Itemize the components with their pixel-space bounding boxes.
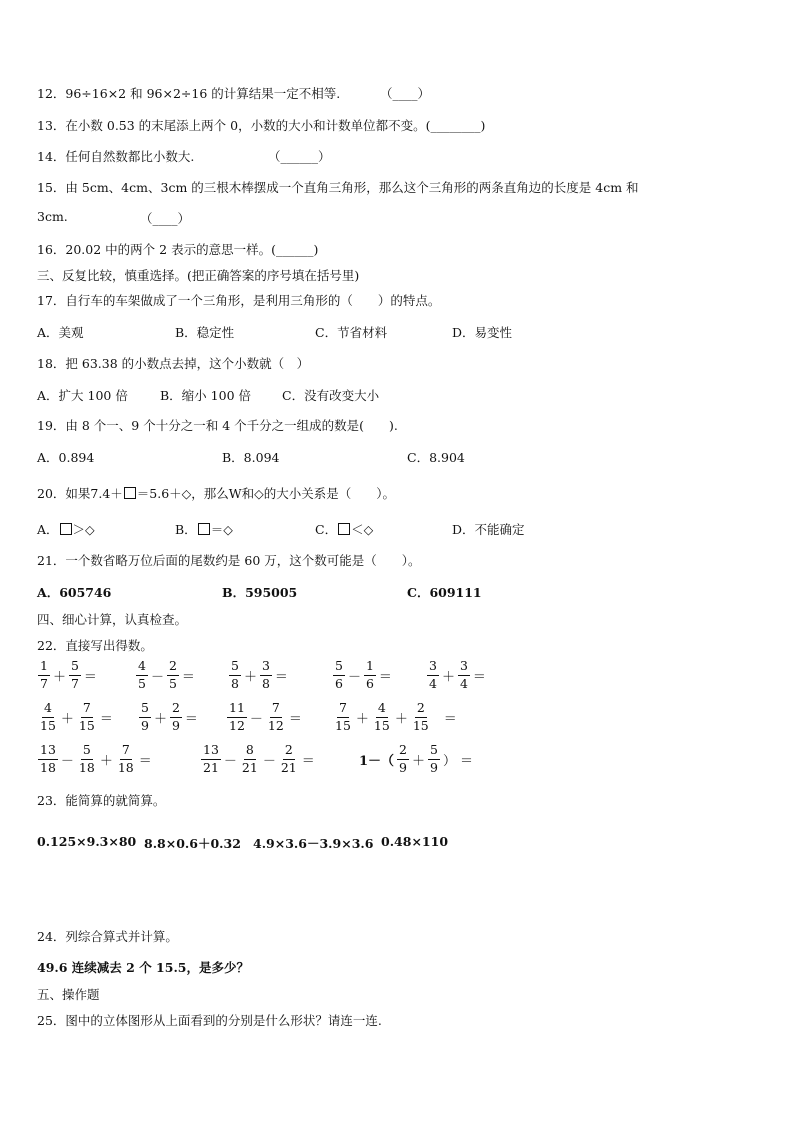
q16-text: 16．20.02 中的两个 2 表示的意思一样。(______)	[37, 242, 319, 257]
q25-text: 25．图中的立体图形从上面看到的分别是什么形状？请连一连.	[37, 1013, 382, 1028]
calc-item: 13 21 － 8 21 － 2 21 ＝	[203, 742, 315, 775]
calc-item: 5 8 ＋ 3 8 ＝	[231, 658, 288, 691]
q14-answer-blank[interactable]: （______）	[268, 149, 331, 164]
q23-item: 0.48×110	[381, 834, 449, 849]
square-symbol-icon	[60, 523, 72, 535]
q21-option-b[interactable]: B．595005	[222, 585, 298, 600]
q19-text: 19．由 8 个一、9 个十分之一和 4 个千分之一组成的数是( ).	[37, 418, 398, 433]
section-3-heading: 三、反复比较，慎重选择。(把正确答案的序号填在括号里)	[37, 268, 360, 283]
q18-option-a[interactable]: A．扩大 100 倍	[37, 388, 128, 403]
q20-text: 20．如果7.4＋ ＝5.6＋◇，那么W和◇的大小关系是（ ）。	[37, 486, 396, 501]
square-symbol-icon	[338, 523, 350, 535]
q20-option-d[interactable]: D．不能确定	[452, 522, 525, 537]
calc-item: 1－（ 2 9 ＋ 5 9 ） ＝	[359, 742, 473, 775]
q18-option-b[interactable]: B．缩小 100 倍	[160, 388, 251, 403]
calc-item: 4 5 － 2 5 ＝	[138, 658, 195, 691]
q17-option-a[interactable]: A．美观	[37, 325, 84, 340]
q17-option-c[interactable]: C．节省材料	[315, 325, 388, 340]
calc-item: 1 7 ＋ 5 7 ＝	[40, 658, 97, 691]
q22-text: 22．直接写出得数。	[37, 638, 153, 653]
q17-text: 17．自行车的车架做成了一个三角形，是利用三角形的（ ）的特点。	[37, 293, 441, 308]
q15-text-line1: 15．由 5cm、4cm、3cm 的三根木棒摆成一个直角三角形，那么这个三角形的两条直角边的长度是 4cm 和	[37, 180, 639, 195]
q12-answer-blank[interactable]: （____）	[380, 86, 431, 101]
q23-item: 4.9×3.6－3.9×3.6	[253, 836, 374, 851]
q13-text: 13．在小数 0.53 的末尾添上两个 0，小数的大小和计数单位都不变。(________)	[37, 118, 486, 133]
q17-option-b[interactable]: B．稳定性	[175, 325, 235, 340]
calc-item: 3 4 ＋ 3 4 ＝	[429, 658, 486, 691]
q23-item: 8.8×0.6＋0.32	[144, 836, 241, 851]
q20-option-c[interactable]: C． ＜◇	[315, 522, 374, 537]
q23-text: 23．能简算的就简算。	[37, 793, 166, 808]
q21-option-a[interactable]: A．605746	[37, 585, 112, 600]
q19-option-a[interactable]: A．0.894	[37, 450, 95, 465]
q20-option-a[interactable]: A． ＞◇	[37, 522, 95, 537]
q12-text: 12．96÷16×2 和 96×2÷16 的计算结果一定不相等.	[37, 86, 341, 101]
q18-text: 18．把 63.38 的小数点去掉，这个小数就（ ）	[37, 356, 310, 371]
calc-item: 11 12 － 7 12 ＝	[229, 700, 302, 733]
q21-text: 21．一个数省略万位后面的尾数约是 60 万，这个数可能是（ ）。	[37, 553, 421, 568]
q19-option-c[interactable]: C．8.904	[407, 450, 465, 465]
calc-item: 13 18 － 5 18 ＋ 7 18 ＝	[40, 742, 152, 775]
q24-text: 24．列综合算式并计算。	[37, 929, 178, 944]
calc-item: 5 6 － 1 6 ＝	[335, 658, 392, 691]
calc-item: 7 15 ＋ 4 15 ＋ 2 15 ＝	[335, 700, 457, 733]
q20-option-b[interactable]: B． ＝◇	[175, 522, 233, 537]
q15-text-line2: 3cm.	[37, 209, 68, 224]
q23-item: 0.125×9.3×80	[37, 834, 137, 849]
calc-item: 5 9 ＋ 2 9 ＝	[141, 700, 198, 733]
q18-option-c[interactable]: C．没有改变大小	[282, 388, 380, 403]
q14-text: 14．任何自然数都比小数大.	[37, 149, 195, 164]
calc-item: 4 15 ＋ 7 15 ＝	[40, 700, 113, 733]
q15-answer-blank[interactable]: （____）	[140, 211, 191, 226]
square-symbol-icon	[124, 487, 136, 499]
section-4-heading: 四、细心计算，认真检查。	[37, 612, 188, 627]
q21-option-c[interactable]: C．609111	[407, 585, 482, 600]
q19-option-b[interactable]: B．8.094	[222, 450, 280, 465]
q17-option-d[interactable]: D．易变性	[452, 325, 513, 340]
square-symbol-icon	[198, 523, 210, 535]
q24-problem: 49.6 连续减去 2 个 15.5，是多少？	[37, 960, 249, 975]
section-5-heading: 五、操作题	[37, 987, 100, 1002]
